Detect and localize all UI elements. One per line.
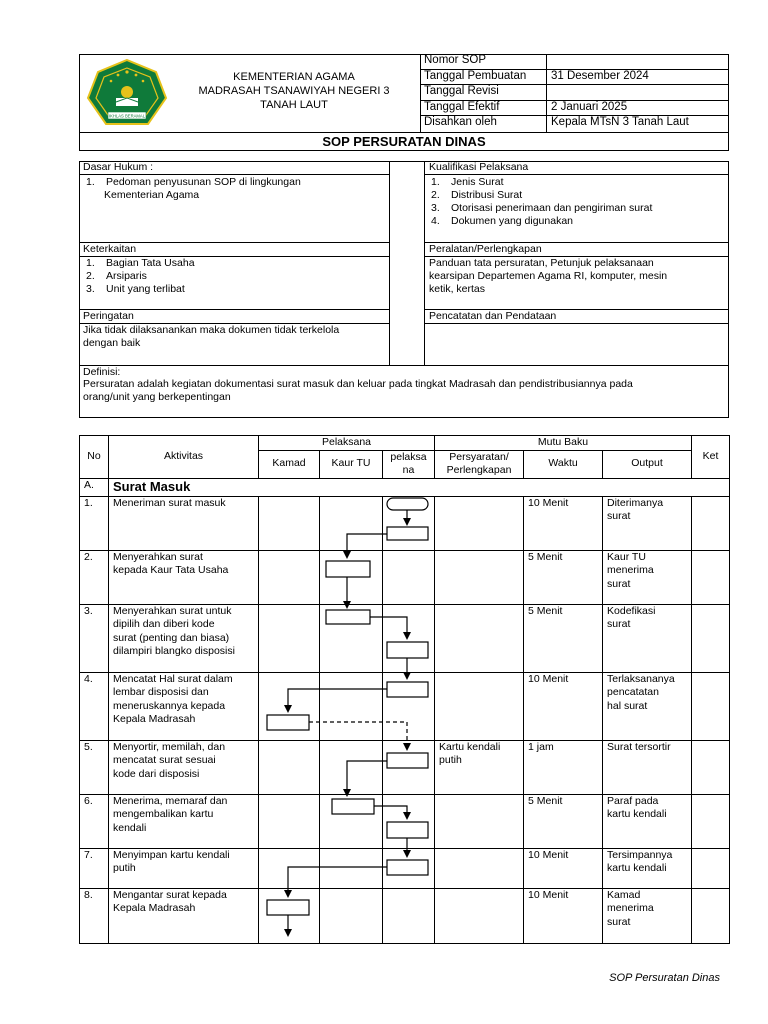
list-item: 4. Dokumen yang digunakan — [431, 215, 574, 227]
header-persyaratan: Persyaratan/ Perlengkapan — [435, 450, 524, 478]
flow-process-box — [326, 610, 370, 624]
row-waktu: 10 Menit — [524, 888, 603, 943]
flow-process-box — [332, 799, 374, 814]
row-waktu: 1 jam — [524, 740, 603, 794]
header-kaur-tu: Kaur TU — [320, 450, 383, 478]
row-aktivitas: Menyortir, memilah, dan mencatat surat sesuai kode dari disposisi — [109, 740, 259, 794]
row-waktu: 5 Menit — [524, 604, 603, 672]
flow-process-box — [387, 822, 428, 838]
list-item: 1. Pedoman penyusunan SOP di lingkungan Kementerian Agama — [86, 176, 301, 201]
row-no: 4. — [80, 672, 109, 740]
row-no: 5. — [80, 740, 109, 794]
meta-value: 31 Desember 2024 — [547, 69, 730, 84]
footer-text: SOP Persuratan Dinas — [609, 972, 720, 984]
row-persyaratan: Kartu kendali putih — [435, 740, 524, 794]
row-waktu: 10 Menit — [524, 672, 603, 740]
row-output: Diterimanya surat — [603, 496, 692, 550]
list-item: 1. Jenis Surat — [431, 176, 504, 188]
row-output: Paraf pada kartu kendali — [603, 794, 692, 848]
peringatan-label: Peringatan — [83, 310, 134, 322]
org-line-2: MADRASAH TSANAWIYAH NEGERI 3 — [198, 85, 390, 97]
row-no: 7. — [80, 848, 109, 888]
header-waktu: Waktu — [524, 450, 603, 478]
meta-label: Nomor SOP — [420, 54, 547, 69]
header-aktivitas: Aktivitas — [109, 436, 259, 479]
row-aktivitas: Menerima, memaraf dan mengembalikan kartu kendali — [109, 794, 259, 848]
row-no: 1. — [80, 496, 109, 550]
definisi-label: Definisi: — [83, 366, 121, 378]
row-no: 2. — [80, 550, 109, 604]
row-output: Terlaksananya pencatatan hal surat — [603, 672, 692, 740]
list-item: 1. Bagian Tata Usaha — [86, 257, 195, 269]
flow-process-box — [387, 642, 428, 658]
dasar-hukum-label: Dasar Hukum : — [83, 161, 154, 173]
flow-process-box — [387, 753, 428, 768]
meta-value: 2 Januari 2025 — [547, 100, 730, 115]
row-waktu: 5 Menit — [524, 794, 603, 848]
logo-caption: IKHLAS BERAMAL — [108, 113, 146, 119]
flow-process-box — [267, 715, 309, 730]
pencatatan-label: Pencatatan dan Pendataan — [429, 310, 557, 322]
row-aktivitas: Meneriman surat masuk — [109, 496, 259, 550]
row-output: Surat tersortir — [603, 740, 692, 794]
meta-label: Tanggal Efektif — [420, 100, 547, 115]
meta-label: Disahkan oleh — [420, 116, 547, 132]
peralatan-label: Peralatan/Perlengkapan — [429, 243, 542, 255]
flow-process-box — [387, 860, 428, 875]
header-pelaksana: Pelaksana — [259, 436, 435, 451]
document-title: SOP PERSURATAN DINAS — [322, 134, 486, 149]
row-aktivitas: Mencatat Hal surat dalam lembar disposisi dan meneruskannya kepada Kepala Madrasah — [109, 672, 259, 740]
flow-process-box — [387, 682, 428, 697]
header-mutu-baku: Mutu Baku — [435, 436, 692, 451]
row-no: 8. — [80, 888, 109, 943]
header-no: No — [80, 436, 109, 479]
row-output: Kamad menerima surat — [603, 888, 692, 943]
header-ket: Ket — [692, 436, 730, 479]
org-line-3: TANAH LAUT — [260, 99, 328, 111]
header-kamad: Kamad — [259, 450, 320, 478]
row-aktivitas: Menyerahkan surat untuk dipilih dan diberi kode surat (penting dan biasa) dilampiri blangko disposisi — [109, 604, 259, 672]
peralatan-text: Panduan tata persuratan, Petunjuk pelaksanaan kearsipan Departemen Agama RI, komputer, mesin ketik, kertas — [429, 257, 668, 295]
row-waktu: 10 Menit — [524, 496, 603, 550]
list-item: 3. Unit yang terlibat — [86, 283, 185, 295]
row-no: 6. — [80, 794, 109, 848]
list-item: 2. Arsiparis — [86, 270, 147, 282]
row-output: Kodefikasi surat — [603, 604, 692, 672]
row-output: Kaur TU menerima surat — [603, 550, 692, 604]
kualifikasi-label: Kualifikasi Pelaksana — [429, 161, 529, 173]
meta-label: Tanggal Revisi — [420, 85, 547, 100]
header-output: Output — [603, 450, 692, 478]
flow-process-box — [387, 527, 428, 540]
row-waktu: 5 Menit — [524, 550, 603, 604]
org-line-1: KEMENTERIAN AGAMA — [233, 71, 355, 83]
list-item: 3. Otorisasi penerimaan dan pengiriman surat — [431, 202, 653, 214]
flow-process-box — [326, 561, 370, 577]
row-aktivitas: Menyerahkan surat kepada Kaur Tata Usaha — [109, 550, 259, 604]
row-output: Tersimpannya kartu kendali — [603, 848, 692, 888]
row-aktivitas: Mengantar surat kepada Kepala Madrasah — [109, 888, 259, 943]
row-aktivitas: Menyimpan kartu kendali putih — [109, 848, 259, 888]
peringatan-text: Jika tidak dilaksanankan maka dokumen tidak terkelola dengan baik — [83, 324, 340, 349]
list-item: 2. Distribusi Surat — [431, 189, 523, 201]
meta-value: Kepala MTsN 3 Tanah Laut — [547, 116, 730, 132]
row-waktu: 10 Menit — [524, 848, 603, 888]
keterkaitan-label: Keterkaitan — [83, 243, 137, 255]
section-no: A. — [80, 478, 109, 496]
header-pelaksana-col: pelaksa na — [383, 450, 435, 478]
meta-label: Tanggal Pembuatan — [420, 69, 547, 84]
flow-process-box — [267, 900, 309, 915]
flow-start-terminator — [387, 498, 428, 510]
row-no: 3. — [80, 604, 109, 672]
definisi-text: Persuratan adalah kegiatan dokumentasi surat masuk dan keluar pada tingkat Madrasah dan pendistribusiannya pada orang/unit yang berkepentingan — [83, 378, 633, 403]
section-title: Surat Masuk — [109, 478, 730, 496]
